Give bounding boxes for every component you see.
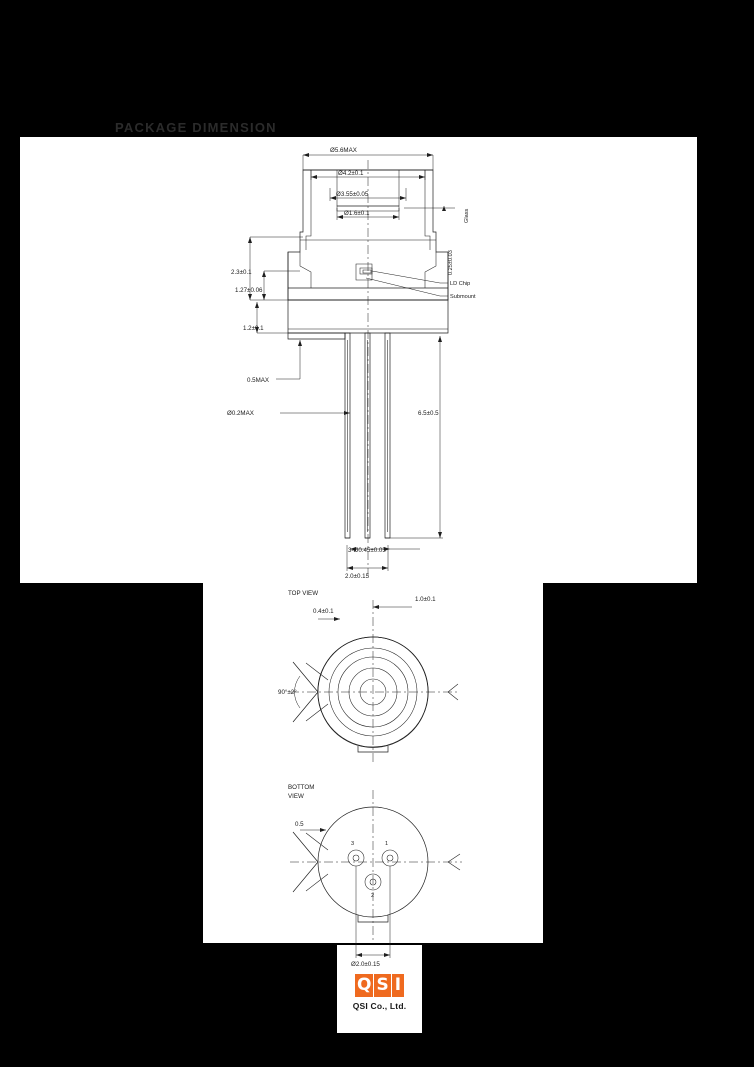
- dim-od-outer: Ø5.6MAX: [330, 147, 357, 154]
- logo-letter-s: S: [376, 975, 389, 995]
- bottom-view-label-1: BOTTOM: [288, 784, 315, 791]
- logo-company-name: QSI Co., Ltd.: [352, 1001, 407, 1011]
- dim-pin-hole-count: 3-Ø0.45±0.05: [348, 547, 386, 554]
- dim-pin-diameter: Ø0.2MAX: [227, 410, 254, 417]
- dim-pin-length: 6.5±0.5: [418, 410, 439, 417]
- company-logo: [337, 945, 422, 1033]
- pin-number-1: 1: [385, 841, 389, 847]
- dim-od-flange: Ø4.2±0.1: [338, 170, 364, 177]
- dim-glass-thickness: 0.25±0.03: [448, 250, 454, 275]
- dim-height-1-2: 1.2±0.1: [243, 325, 264, 332]
- top-view-label: TOP VIEW: [288, 590, 319, 597]
- dim-pin-pitch-side: 2.0±0.15: [345, 573, 370, 580]
- pin-number-2: 2: [371, 893, 375, 899]
- bottom-view-label-2: VIEW: [288, 793, 304, 800]
- dim-key-offset: 0.5: [295, 821, 304, 828]
- dim-angle: 90°±2°: [278, 689, 297, 696]
- dim-notch: 0.4±0.1: [313, 608, 334, 615]
- label-submount: Submount: [450, 294, 476, 300]
- label-glass: Glass: [464, 208, 470, 223]
- dim-flat-width: 1.0±0.1: [415, 596, 436, 603]
- dim-od-cap: Ø3.55±0.05: [336, 191, 369, 198]
- dim-height-2-3: 2.3±0.1: [231, 269, 252, 276]
- pin-number-3: 3: [351, 841, 355, 847]
- dim-od-window: Ø1.6±0.1: [344, 210, 370, 217]
- label-ld-chip: LD Chip: [450, 281, 471, 287]
- logo-letter-i: I: [392, 974, 404, 997]
- dim-pin-pitch-bottom: Ø2.0±0.15: [351, 961, 380, 968]
- logo-letter-q: Q: [356, 975, 372, 995]
- dim-height-1-27: 1.27±0.06: [235, 287, 263, 294]
- logo-mark: [355, 967, 404, 997]
- dim-0-5-max: 0.5MAX: [247, 377, 270, 384]
- page-title: PACKAGE DIMENSION: [115, 120, 277, 135]
